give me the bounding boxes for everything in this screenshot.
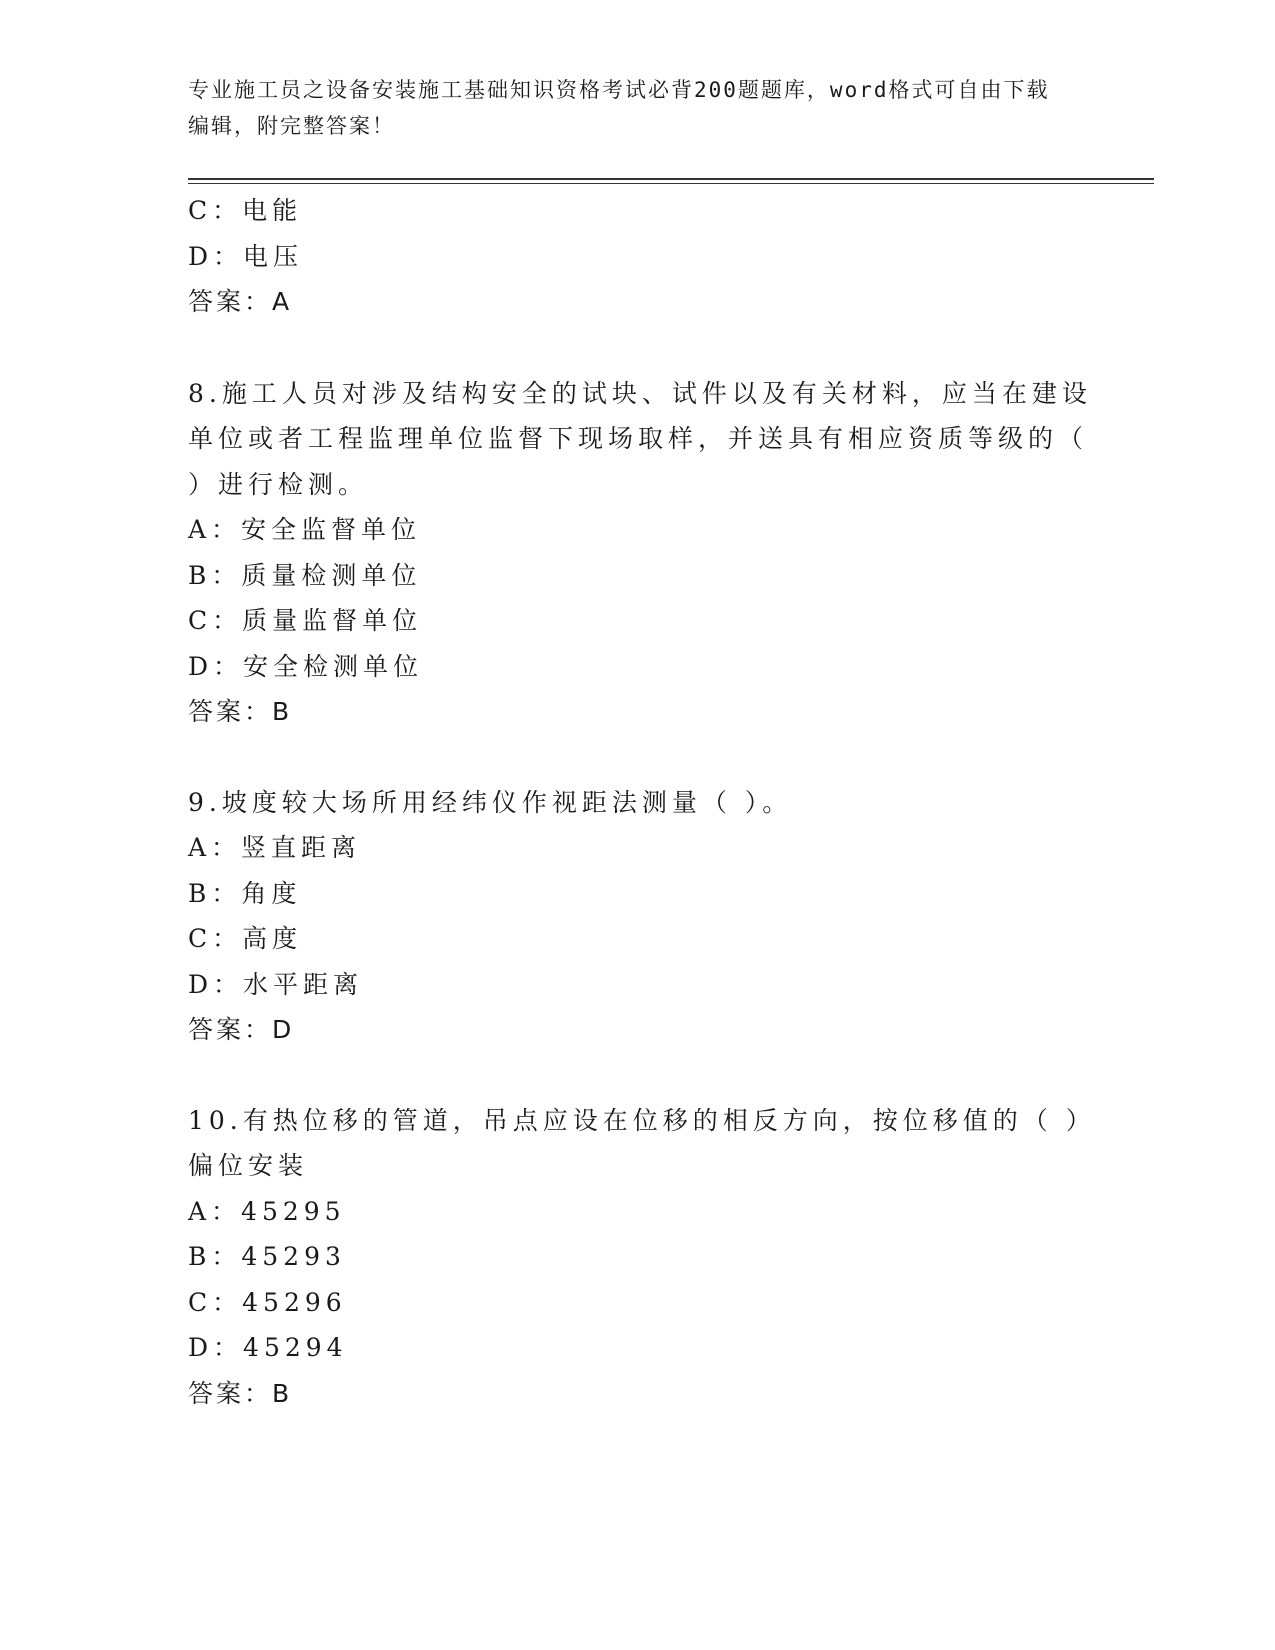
question-stem-line: 单位或者工程监理单位监督下现场取样，并送具有相应资质等级的（ (188, 424, 1089, 453)
option-d: D：安全检测单位 (188, 651, 424, 681)
option-b: B：角度 (188, 878, 302, 908)
question-7-fragment (188, 188, 1088, 325)
option-a: A：竖直距离 (188, 833, 362, 862)
document-header (188, 72, 1068, 144)
option-c: C：质量监督单位 (188, 606, 423, 635)
question-list (188, 188, 1096, 1416)
option-d: D：水平距离 (188, 969, 364, 999)
question-stem-line: 偏位安装 (188, 1151, 309, 1180)
answer-line: 答案：D (188, 1015, 295, 1044)
option-b: B：45293 (188, 1242, 346, 1271)
question-8 (188, 371, 1092, 735)
question-stem-line: ）进行检测。 (188, 469, 369, 499)
question-stem-line: 8.施工人员对涉及结构安全的试块、试件以及有关材料，应当在建设 (188, 378, 1092, 408)
option-c: C：高度 (188, 924, 303, 953)
option-b: B：质量检测单位 (188, 560, 422, 590)
header-title: 专业施工员之设备安装施工基础知识资格考试必背200题题库，word格式可自由下载编辑，附完整答案！ (188, 78, 1050, 138)
question-stem-line: 10.有热位移的管道，吊点应设在位移的相反方向，按位移值的（ ） (188, 1105, 1096, 1135)
answer-line: 答案：B (188, 1378, 293, 1408)
question-stem-line: 9.坡度较大场所用经纬仪作视距法测量（ ）。 (188, 787, 793, 817)
option-d: D：45294 (188, 1333, 348, 1362)
question-10 (188, 1098, 1096, 1417)
answer-line: 答案：B (188, 697, 293, 726)
header-divider-thick (188, 178, 1154, 180)
option-c: C：电能 (188, 196, 303, 225)
header-divider-thin (188, 183, 1154, 184)
option-d: D：电压 (188, 241, 304, 271)
option-a: A：45295 (188, 1196, 346, 1226)
question-9 (188, 780, 1088, 1053)
option-c: C：45296 (188, 1287, 347, 1317)
option-a: A：安全监督单位 (188, 515, 422, 544)
answer-line: 答案：A (188, 287, 293, 316)
